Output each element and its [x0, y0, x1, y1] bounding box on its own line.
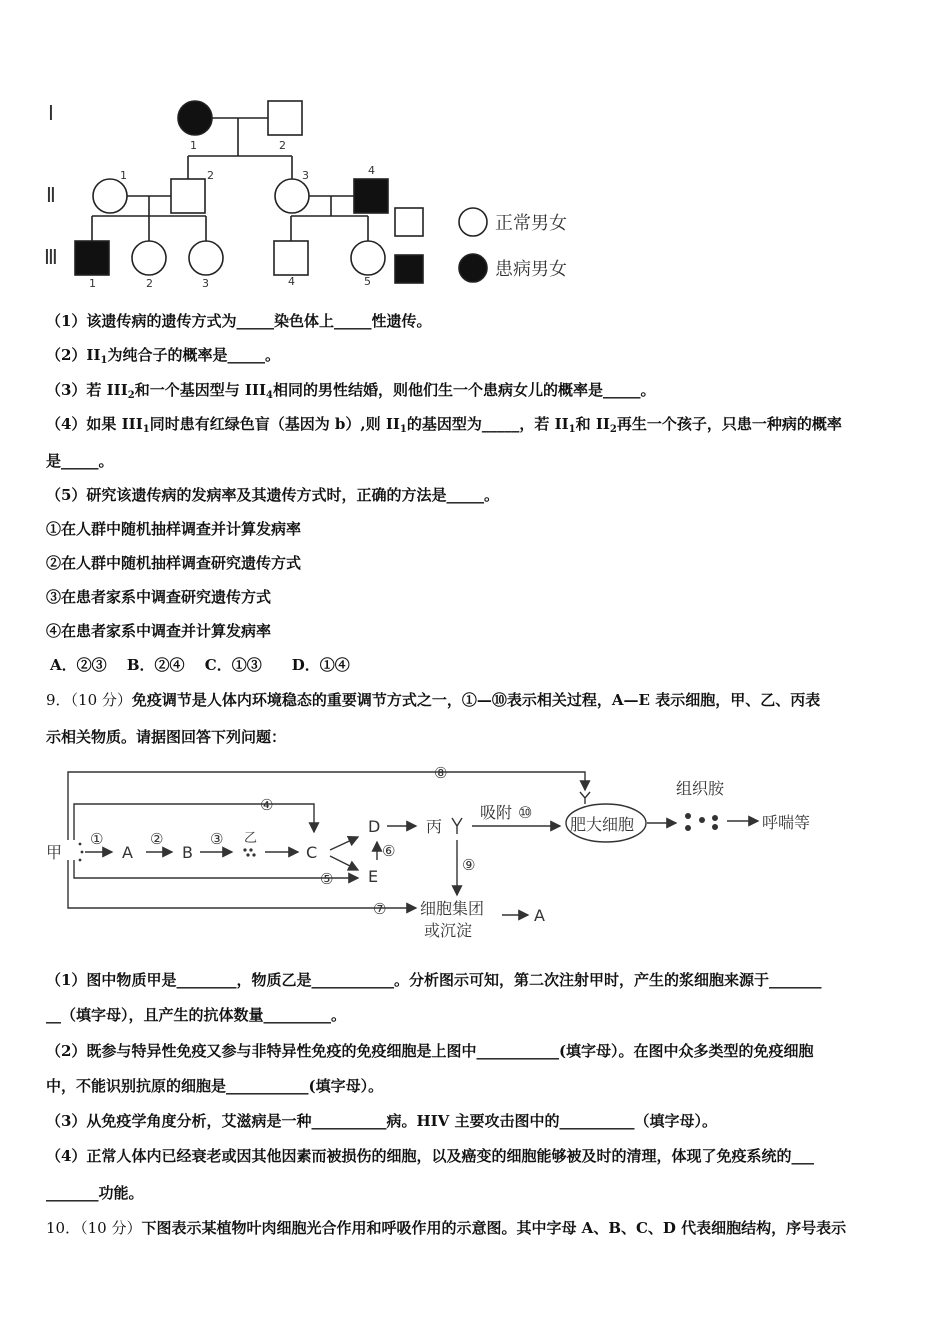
pedigree-III5-normal-female [351, 241, 385, 275]
text-run: （3）若 III [46, 381, 128, 399]
q8-option-4: ④在患者家系中调查并计算发病率 [46, 622, 272, 640]
subscript: 4 [265, 390, 273, 401]
label-jia: 甲 [46, 843, 63, 862]
pedigree-number: 2 [279, 139, 286, 152]
label-cell-D: D [368, 817, 381, 836]
q8-part4-continued: 是_____。 [46, 452, 114, 470]
label-step7: ⑦ [373, 900, 387, 918]
label-step4: ④ [260, 796, 274, 814]
question-number: 10．（10 分） [46, 1219, 142, 1237]
label-cluster-1: 细胞集团 [420, 899, 485, 918]
q8-part5: （5）研究该遗传病的发病率及其遗传方式时，正确的方法是_____。 [46, 486, 499, 504]
antibody-y-icon [452, 818, 462, 834]
pedigree-number: 1 [89, 277, 96, 290]
label-step1: ① [90, 830, 104, 848]
histamine-dot [712, 824, 718, 830]
q9-part1-line1: （1）图中物质甲是________，物质乙是___________。分析图示可知，第二次注射甲时，产生的浆细胞来源于_______ [46, 971, 822, 989]
text-run: 和一个基因型与 III [134, 381, 266, 399]
pedigree-I1-affected-female [178, 101, 212, 135]
text-run: （4）如果 III [46, 415, 143, 433]
pedigree-II4-affected-male [354, 179, 388, 213]
pedigree-II3-normal-female [275, 179, 309, 213]
label-step9: ⑨ [462, 856, 476, 874]
q8-part4 [46, 414, 842, 440]
text-run: 再生一个孩子，只患一种病的概率 [616, 415, 842, 433]
q9-part3: （3）从免疫学角度分析，艾滋病是一种__________病。HIV 主要攻击图中的__________（填字母）。 [46, 1112, 717, 1130]
histamine-dot [685, 825, 691, 831]
q8-option-1: ①在人群中随机抽样调查并计算发病率 [46, 520, 302, 538]
q8-answer-choices: A．②③ B．②④ C．①③ D．①④ [50, 656, 350, 674]
subscript: 1 [142, 424, 150, 435]
gen-label-III: Ⅲ [44, 245, 58, 269]
text-run: 同时患有红绿色盲（基因为 b）,则 II [149, 415, 400, 433]
pedigree-II1-normal-female [93, 179, 127, 213]
q10-intro [46, 1218, 846, 1238]
subscript: 2 [609, 424, 617, 435]
label-adsorb: 吸附 [480, 803, 513, 822]
pedigree-number: 4 [288, 275, 295, 288]
label-cluster-2: 或沉淀 [424, 921, 473, 940]
pedigree-number: 1 [120, 169, 127, 182]
legend-normal-female-circle [459, 208, 487, 236]
legend-affected-male-square [395, 255, 423, 283]
label-mast-cell: 肥大细胞 [570, 815, 635, 834]
text-run: 的基因型为_____，若 II [406, 415, 569, 433]
legend-affected-label: 患病男女 [495, 259, 567, 280]
q9-part2-line1: （2）既参与特异性免疫又参与非特异性免疫的免疫细胞是上图中___________(填字母）。在图中众多类型的免疫细胞 [46, 1042, 814, 1060]
gen-label-II: Ⅱ [46, 183, 56, 207]
subscript: 1 [100, 355, 108, 366]
label-step5: ⑤ [320, 870, 334, 888]
q8-part2 [46, 345, 280, 371]
label-step10: ⑩ [518, 803, 533, 822]
q9-intro-line1 [46, 690, 820, 710]
q8-part3 [46, 380, 655, 406]
pedigree-III1-affected-male [75, 241, 109, 275]
immune-process-diagram [40, 760, 830, 950]
label-cell-C: C [306, 843, 318, 862]
subscript: 2 [127, 390, 135, 401]
pedigree-III3-normal-female [189, 241, 223, 275]
q9-intro-line2: 示相关物质。请据图回答下列问题： [46, 728, 287, 746]
q9-part2-line2: 中，不能识别抗原的细胞是___________(填字母）。 [46, 1077, 384, 1095]
pedigree-number: 3 [302, 169, 309, 182]
q8-option-3: ③在患者家系中调查研究遗传方式 [46, 588, 272, 606]
pedigree-I2-normal-male [268, 101, 302, 135]
text-run: 下图表示某植物叶肉细胞光合作用和呼吸作用的示意图。其中字母 A、B、C、D 代表细胞结构，序号表示 [141, 1219, 847, 1237]
label-histamine: 组织胺 [676, 779, 725, 798]
text-run: 相同的男性结婚，则他们生一个患病女儿的概率是_____。 [272, 381, 656, 399]
label-bing: 丙 [426, 817, 443, 836]
label-cell-B: B [182, 843, 193, 862]
pedigree-number: 2 [146, 277, 153, 290]
legend-normal-label: 正常男女 [495, 213, 567, 234]
label-yi: 乙 [244, 831, 258, 846]
pedigree-chart [40, 90, 600, 295]
label-cell-A: A [122, 843, 133, 862]
q9-part1-line2: __（填字母），且产生的抗体数量_________。 [46, 1006, 347, 1024]
label-step8: ⑧ [434, 764, 448, 782]
label-step2: ② [150, 830, 164, 848]
pedigree-number: 2 [207, 169, 214, 182]
label-cell-A-end: A [534, 906, 545, 925]
gen-label-I: Ⅰ [48, 101, 54, 125]
legend-normal-male-square [395, 208, 423, 236]
legend-affected-female-circle [459, 254, 487, 282]
pedigree-number: 5 [364, 275, 371, 288]
histamine-dot [685, 813, 691, 819]
q8-option-2: ②在人群中随机抽样调查研究遗传方式 [46, 554, 302, 572]
text-run: （2）II [46, 346, 101, 364]
q9-part4-line1: （4）正常人体内已经衰老或因其他因素而被损伤的细胞，以及癌变的细胞能够被及时的清理，体现了免疫系统的___ [46, 1147, 814, 1165]
histamine-dot [712, 815, 718, 821]
pedigree-number: 3 [202, 277, 209, 290]
pedigree-number: 1 [190, 139, 197, 152]
subscript: 1 [568, 424, 576, 435]
text-run: 和 II [575, 415, 610, 433]
label-cell-E: E [368, 867, 379, 886]
pedigree-III2-normal-female [132, 241, 166, 275]
q9-part4-line2: _______功能。 [46, 1184, 144, 1202]
pedigree-number: 4 [368, 164, 375, 177]
text-run: 免疫调节是人体内环境稳态的重要调节方式之一，①—⑩表示相关过程，A—E 表示细胞，甲、乙、丙表 [131, 691, 821, 709]
antibody-receptor-icon [580, 792, 590, 804]
text-run: 为纯合子的概率是_____。 [107, 346, 280, 364]
label-step3: ③ [210, 830, 224, 848]
subscript: 1 [399, 424, 407, 435]
pedigree-II2-normal-male [171, 179, 205, 213]
label-asthma: 呼喘等 [762, 813, 811, 832]
label-step6: ⑥ [382, 842, 396, 860]
histamine-dot [699, 817, 705, 823]
pedigree-III4-normal-male [274, 241, 308, 275]
q8-part1: （1）该遗传病的遗传方式为_____染色体上_____性遗传。 [46, 312, 432, 330]
question-number: 9．（10 分） [46, 691, 132, 709]
